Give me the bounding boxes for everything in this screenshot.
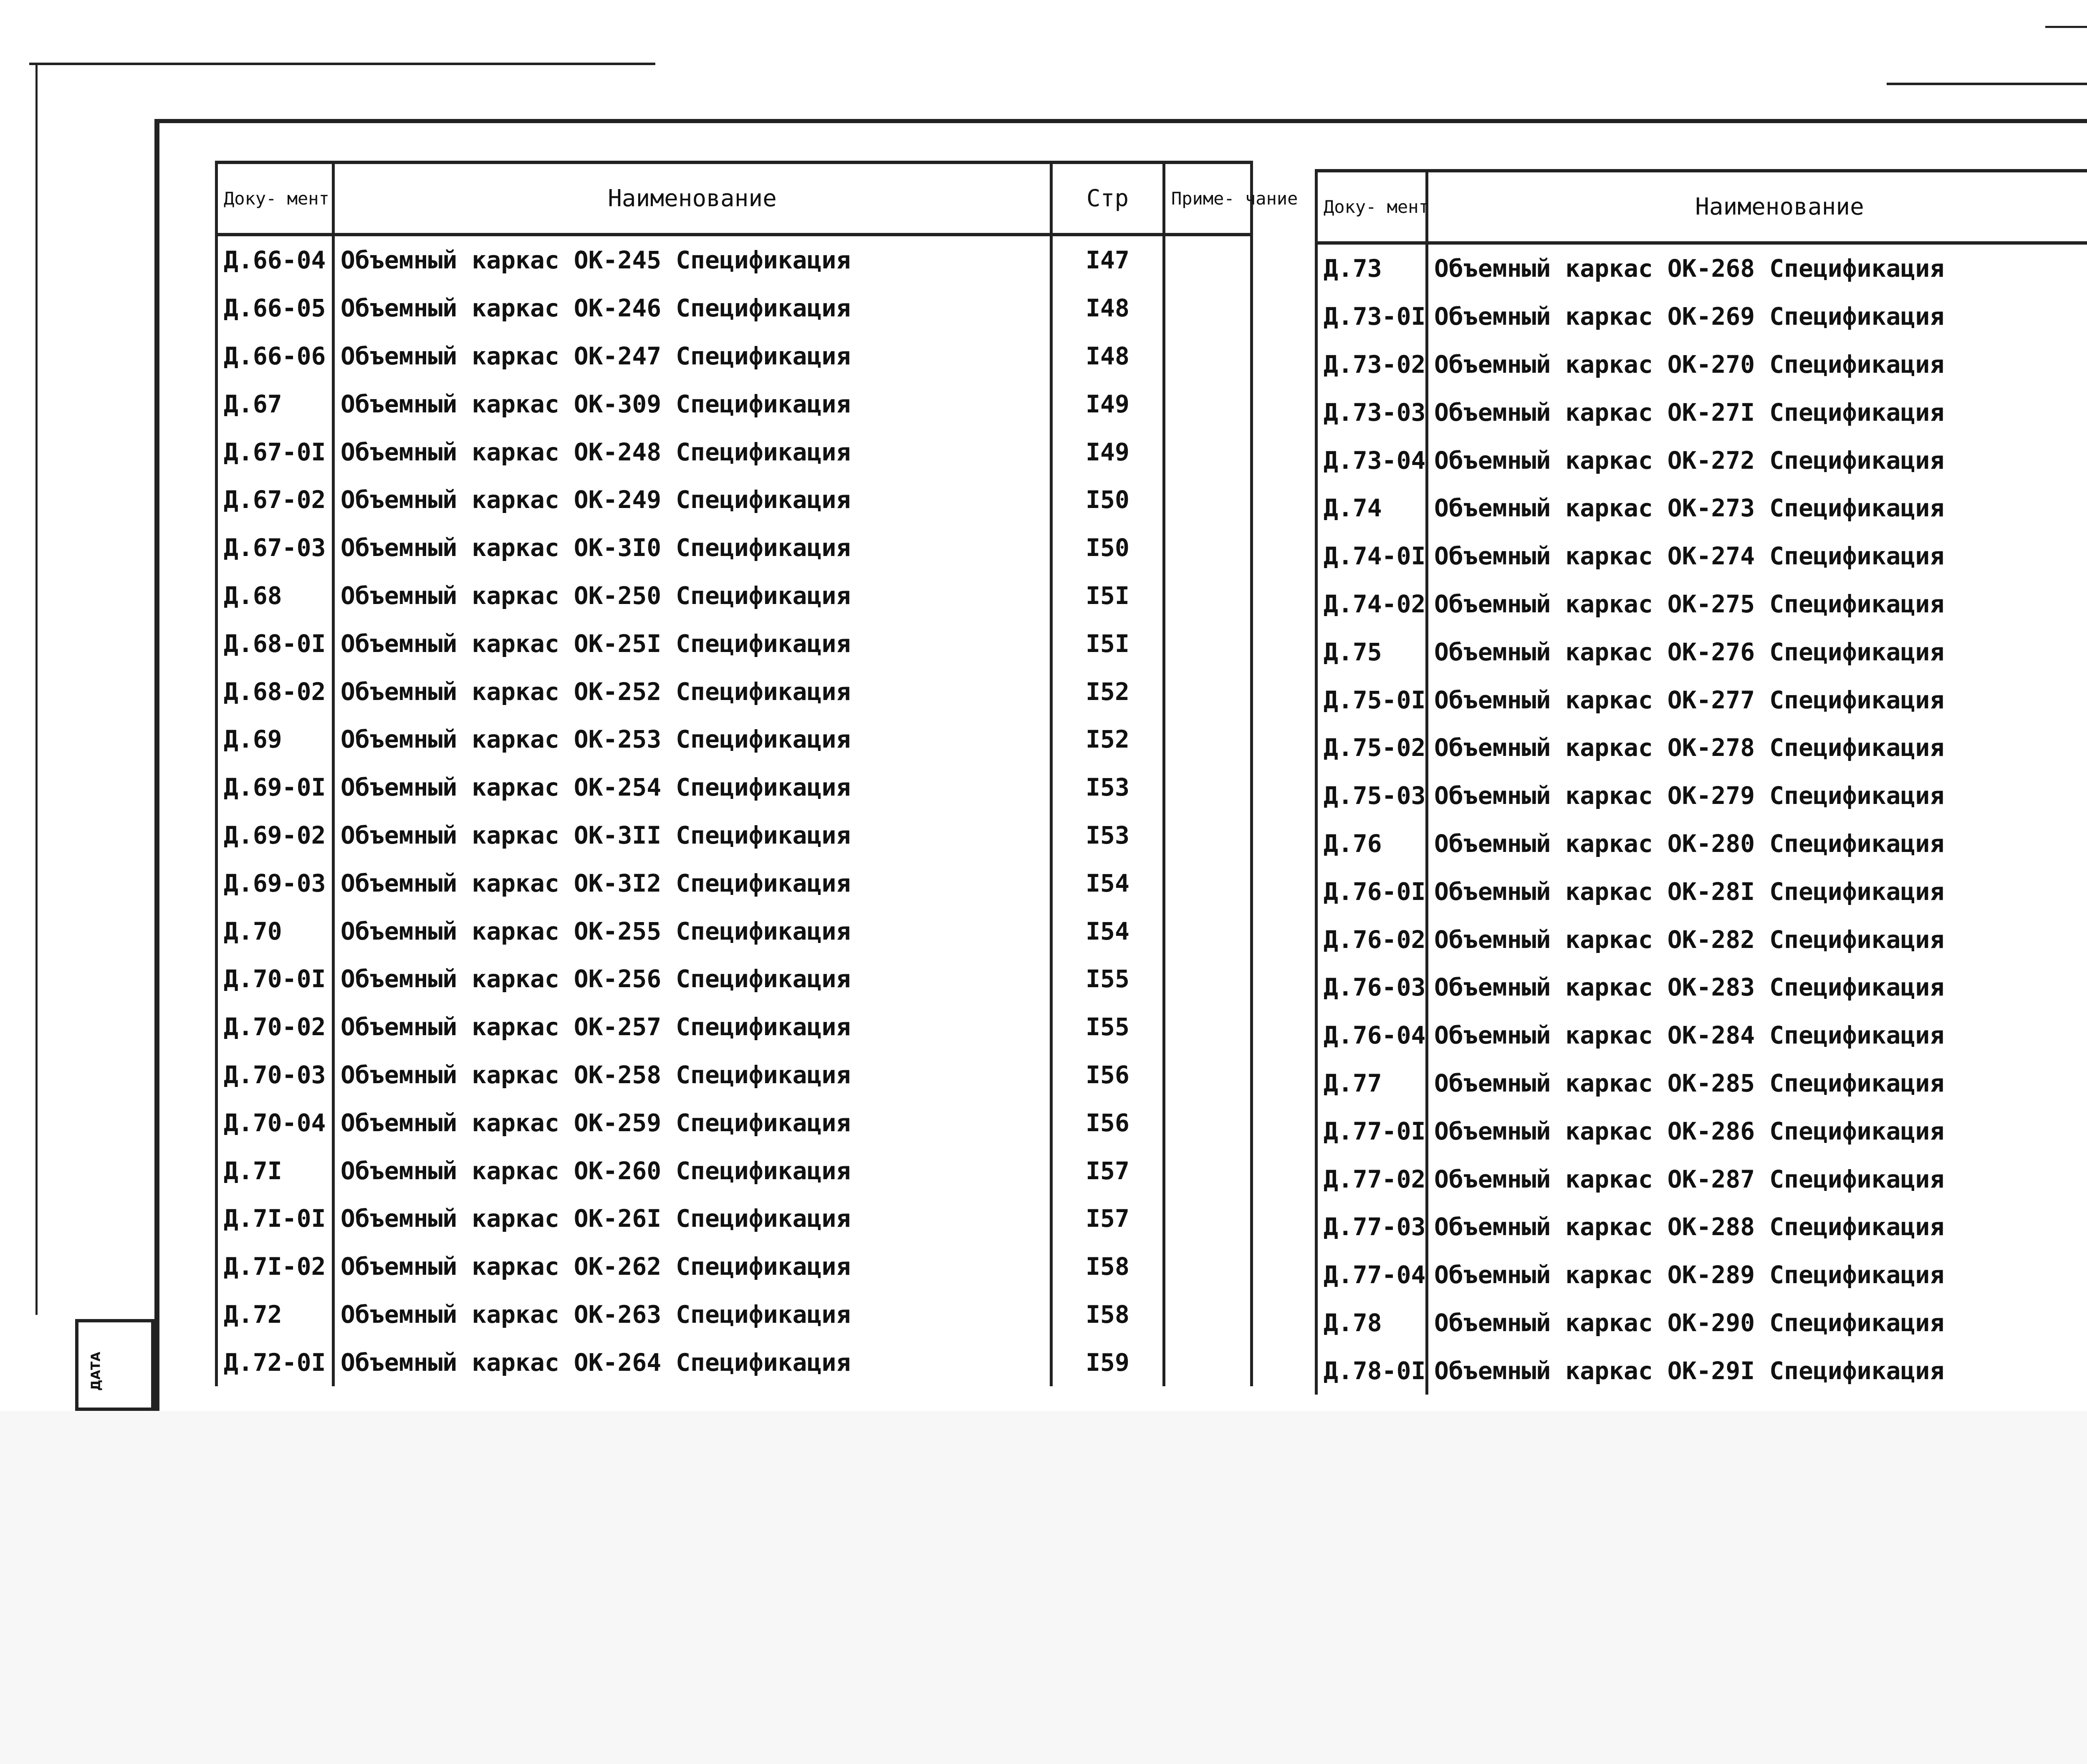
page-cell: I55 [1051, 1003, 1164, 1051]
page-cell: I54 [1051, 859, 1164, 907]
top-rule-right [1887, 83, 2087, 85]
note-cell [1164, 380, 1252, 428]
right-table-body [1316, 243, 2087, 1395]
doc-cell: Д.74-02 [1316, 580, 1427, 628]
name-cell: Объемный каркас ОК-26I Спецификация [334, 1195, 1051, 1243]
doc-cell: Д.66-04 [217, 235, 334, 284]
page-cell: I55 [1051, 955, 1164, 1003]
scan-bottom-margin [0, 1411, 2087, 1764]
note-cell [1164, 1051, 1252, 1099]
name-cell: Объемный каркас ОК-250 Спецификация [334, 572, 1051, 620]
table-row [1316, 867, 2087, 915]
table-row [217, 1147, 1252, 1195]
table-row [1316, 388, 2087, 436]
name-cell: Объемный каркас ОК-249 Спецификация [334, 476, 1051, 524]
name-cell: Объемный каркас ОК-287 Спецификация [1427, 1155, 2087, 1203]
note-cell [1164, 1243, 1252, 1291]
doc-cell: Д.73-03 [1316, 388, 1427, 436]
table-row [217, 715, 1252, 763]
name-cell: Объемный каркас ОК-280 Спецификация [1427, 820, 2087, 868]
name-cell: Объемный каркас ОК-273 Спецификация [1427, 484, 2087, 532]
table-row [217, 428, 1252, 476]
doc-cell: Д.67-02 [217, 476, 334, 524]
doc-cell: Д.77-03 [1316, 1203, 1427, 1251]
table-row [217, 1051, 1252, 1099]
name-cell: Объемный каркас ОК-270 Спецификация [1427, 341, 2087, 389]
name-cell: Объемный каркас ОК-288 Спецификация [1427, 1203, 2087, 1251]
page-cell: I50 [1051, 524, 1164, 572]
note-cell [1164, 284, 1252, 332]
table-row [217, 1003, 1252, 1051]
name-cell: Объемный каркас ОК-283 Спецификация [1427, 963, 2087, 1011]
left-header-page: Стр [1051, 162, 1164, 235]
doc-cell: Д.72 [217, 1291, 334, 1339]
doc-cell: Д.70-0I [217, 955, 334, 1003]
left-edge-rule [35, 63, 38, 1315]
top-rule-left [29, 63, 655, 65]
left-index-table [215, 161, 1298, 1386]
table-row [1316, 341, 2087, 389]
note-cell [1164, 811, 1252, 859]
table-row [217, 524, 1252, 572]
doc-cell: Д.78 [1316, 1299, 1427, 1347]
table-row [1316, 772, 2087, 820]
doc-cell: Д.67-0I [217, 428, 334, 476]
doc-cell: Д.7I-0I [217, 1195, 334, 1243]
name-cell: Объемный каркас ОК-286 Спецификация [1427, 1107, 2087, 1155]
name-cell: Объемный каркас ОК-25I Спецификация [334, 619, 1051, 667]
doc-cell: Д.78-0I [1316, 1347, 1427, 1395]
name-cell: Объемный каркас ОК-268 Спецификация [1427, 243, 2087, 293]
table-row [1316, 963, 2087, 1011]
name-cell: Объемный каркас ОК-263 Спецификация [334, 1291, 1051, 1339]
doc-cell: Д.67 [217, 380, 334, 428]
table-row [1316, 915, 2087, 963]
name-cell: Объемный каркас ОК-260 Спецификация [334, 1147, 1051, 1195]
side-stamp-label: ДАТА [88, 1352, 104, 1391]
table-row [217, 572, 1252, 620]
doc-cell: Д.69-0I [217, 763, 334, 811]
name-cell: Объемный каркас ОК-3I0 Спецификация [334, 524, 1051, 572]
page-cell: I59 [1051, 1338, 1164, 1386]
page-cell: I49 [1051, 380, 1164, 428]
doc-cell: Д.76-04 [1316, 1011, 1427, 1059]
page-cell: I48 [1051, 332, 1164, 380]
name-cell: Объемный каркас ОК-27I Спецификация [1427, 388, 2087, 436]
table-row [1316, 1203, 2087, 1251]
note-cell [1164, 1147, 1252, 1195]
table-row [217, 1243, 1252, 1291]
left-table-body [217, 235, 1252, 1386]
table-row [217, 284, 1252, 332]
note-cell [1164, 235, 1252, 284]
table-row [1316, 1299, 2087, 1347]
page-cell: I47 [1051, 235, 1164, 284]
doc-cell: Д.75-0I [1316, 676, 1427, 724]
table-row [217, 619, 1252, 667]
page-cell: I52 [1051, 715, 1164, 763]
page-cell: I58 [1051, 1291, 1164, 1339]
table-row [1316, 1059, 2087, 1107]
page-cell: I5I [1051, 572, 1164, 620]
doc-cell: Д.74 [1316, 484, 1427, 532]
doc-cell: Д.69-02 [217, 811, 334, 859]
note-cell [1164, 524, 1252, 572]
table-row [217, 859, 1252, 907]
name-cell: Объемный каркас ОК-3I2 Спецификация [334, 859, 1051, 907]
page-cell: I52 [1051, 667, 1164, 715]
name-cell: Объемный каркас ОК-253 Спецификация [334, 715, 1051, 763]
page-cell: I53 [1051, 763, 1164, 811]
doc-cell: Д.73 [1316, 243, 1427, 293]
table-row [1316, 484, 2087, 532]
doc-cell: Д.70 [217, 907, 334, 955]
name-cell: Объемный каркас ОК-285 Спецификация [1427, 1059, 2087, 1107]
name-cell: Объемный каркас ОК-246 Спецификация [334, 284, 1051, 332]
table-row [1316, 1155, 2087, 1203]
left-header-note: Приме- чание [1164, 162, 1252, 235]
name-cell: Объемный каркас ОК-254 Спецификация [334, 763, 1051, 811]
note-cell [1164, 1099, 1252, 1147]
note-cell [1164, 1291, 1252, 1339]
doc-cell: Д.70-04 [217, 1099, 334, 1147]
doc-cell: Д.70-03 [217, 1051, 334, 1099]
page-cell: I56 [1051, 1051, 1164, 1099]
page-cell: I5I [1051, 619, 1164, 667]
doc-cell: Д.72-0I [217, 1338, 334, 1386]
doc-cell: Д.77 [1316, 1059, 1427, 1107]
table-row [217, 763, 1252, 811]
doc-cell: Д.75-02 [1316, 724, 1427, 772]
name-cell: Объемный каркас ОК-279 Спецификация [1427, 772, 2087, 820]
doc-cell: Д.66-05 [217, 284, 334, 332]
name-cell: Объемный каркас ОК-255 Спецификация [334, 907, 1051, 955]
doc-cell: Д.73-0I [1316, 293, 1427, 341]
doc-cell: Д.75-03 [1316, 772, 1427, 820]
doc-cell: Д.68-0I [217, 619, 334, 667]
doc-cell: Д.68 [217, 572, 334, 620]
table-row [1316, 293, 2087, 341]
table-row [1316, 1107, 2087, 1155]
doc-cell: Д.73-02 [1316, 341, 1427, 389]
name-cell: Объемный каркас ОК-252 Спецификация [334, 667, 1051, 715]
doc-cell: Д.7I [217, 1147, 334, 1195]
note-cell [1164, 1195, 1252, 1243]
name-cell: Объемный каркас ОК-29I Спецификация [1427, 1347, 2087, 1395]
doc-cell: Д.69 [217, 715, 334, 763]
table-row [217, 1099, 1252, 1147]
left-table-header [217, 162, 1252, 235]
note-cell [1164, 955, 1252, 1003]
table-row [1316, 580, 2087, 628]
name-cell: Объемный каркас ОК-290 Спецификация [1427, 1299, 2087, 1347]
name-cell: Объемный каркас ОК-276 Спецификация [1427, 628, 2087, 676]
name-cell: Объемный каркас ОК-277 Спецификация [1427, 676, 2087, 724]
name-cell: Объемный каркас ОК-248 Спецификация [334, 428, 1051, 476]
table-row [217, 811, 1252, 859]
table-row [217, 235, 1252, 284]
table-row [1316, 820, 2087, 868]
name-cell: Объемный каркас ОК-284 Спецификация [1427, 1011, 2087, 1059]
table-row [217, 332, 1252, 380]
page-cell: I58 [1051, 1243, 1164, 1291]
doc-cell: Д.69-03 [217, 859, 334, 907]
page-cell: I48 [1051, 284, 1164, 332]
table-row [217, 476, 1252, 524]
table-row [217, 667, 1252, 715]
name-cell: Объемный каркас ОК-258 Спецификация [334, 1051, 1051, 1099]
table-row [1316, 676, 2087, 724]
table-row [217, 955, 1252, 1003]
table-row [217, 1291, 1252, 1339]
note-cell [1164, 667, 1252, 715]
table-row [217, 380, 1252, 428]
name-cell: Объемный каркас ОК-274 Спецификация [1427, 532, 2087, 580]
name-cell: Объемный каркас ОК-272 Спецификация [1427, 436, 2087, 484]
doc-cell: Д.76-02 [1316, 915, 1427, 963]
table-row [217, 1338, 1252, 1386]
doc-cell: Д.77-0I [1316, 1107, 1427, 1155]
doc-cell: Д.66-06 [217, 332, 334, 380]
name-cell: Объемный каркас ОК-289 Спецификация [1427, 1251, 2087, 1299]
doc-cell: Д.70-02 [217, 1003, 334, 1051]
note-cell [1164, 1338, 1252, 1386]
page-cell: I53 [1051, 811, 1164, 859]
name-cell: Объемный каркас ОК-257 Спецификация [334, 1003, 1051, 1051]
note-cell [1164, 619, 1252, 667]
doc-cell: Д.73-04 [1316, 436, 1427, 484]
name-cell: Объемный каркас ОК-28I Спецификация [1427, 867, 2087, 915]
name-cell: Объемный каркас ОК-282 Спецификация [1427, 915, 2087, 963]
name-cell: Объемный каркас ОК-245 Спецификация [334, 235, 1051, 284]
doc-cell: Д.74-0I [1316, 532, 1427, 580]
note-cell [1164, 859, 1252, 907]
doc-cell: Д.68-02 [217, 667, 334, 715]
page-cell: I56 [1051, 1099, 1164, 1147]
page-cell: I49 [1051, 428, 1164, 476]
left-header-doc: Доку- мент [217, 162, 334, 235]
table-row [1316, 1011, 2087, 1059]
table-row [1316, 1347, 2087, 1395]
note-cell [1164, 907, 1252, 955]
page-cell: I50 [1051, 476, 1164, 524]
name-cell: Объемный каркас ОК-269 Спецификация [1427, 293, 2087, 341]
name-cell: Объемный каркас ОК-264 Спецификация [334, 1338, 1051, 1386]
table-row [1316, 724, 2087, 772]
right-table-header [1316, 171, 2087, 243]
name-cell: Объемный каркас ОК-262 Спецификация [334, 1243, 1051, 1291]
page-cell: I54 [1051, 907, 1164, 955]
doc-cell: Д.76-0I [1316, 867, 1427, 915]
doc-cell: Д.77-04 [1316, 1251, 1427, 1299]
table-row [217, 1195, 1252, 1243]
name-cell: Объемный каркас ОК-247 Спецификация [334, 332, 1051, 380]
note-cell [1164, 715, 1252, 763]
doc-cell: Д.76-03 [1316, 963, 1427, 1011]
name-cell: Объемный каркас ОК-256 Спецификация [334, 955, 1051, 1003]
top-rule-far-right [2045, 26, 2087, 28]
name-cell: Объемный каркас ОК-309 Спецификация [334, 380, 1051, 428]
left-header-name: Наименование [334, 162, 1051, 235]
right-header-name: Наименование [1427, 171, 2087, 243]
name-cell: Объемный каркас ОК-278 Спецификация [1427, 724, 2087, 772]
table-row [1316, 532, 2087, 580]
name-cell: Объемный каркас ОК-3II Спецификация [334, 811, 1051, 859]
note-cell [1164, 763, 1252, 811]
name-cell: Объемный каркас ОК-259 Спецификация [334, 1099, 1051, 1147]
doc-cell: Д.75 [1316, 628, 1427, 676]
doc-cell: Д.77-02 [1316, 1155, 1427, 1203]
right-header-doc: Доку- мент [1316, 171, 1427, 243]
table-row [1316, 243, 2087, 293]
name-cell: Объемный каркас ОК-275 Спецификация [1427, 580, 2087, 628]
note-cell [1164, 332, 1252, 380]
right-index-table [1315, 169, 2087, 1395]
page-cell: I57 [1051, 1147, 1164, 1195]
note-cell [1164, 428, 1252, 476]
doc-cell: Д.67-03 [217, 524, 334, 572]
page-cell: I57 [1051, 1195, 1164, 1243]
doc-cell: Д.76 [1316, 820, 1427, 868]
table-row [1316, 1251, 2087, 1299]
doc-cell: Д.7I-02 [217, 1243, 334, 1291]
note-cell [1164, 572, 1252, 620]
note-cell [1164, 476, 1252, 524]
table-row [1316, 436, 2087, 484]
note-cell [1164, 1003, 1252, 1051]
table-row [1316, 628, 2087, 676]
table-row [217, 907, 1252, 955]
